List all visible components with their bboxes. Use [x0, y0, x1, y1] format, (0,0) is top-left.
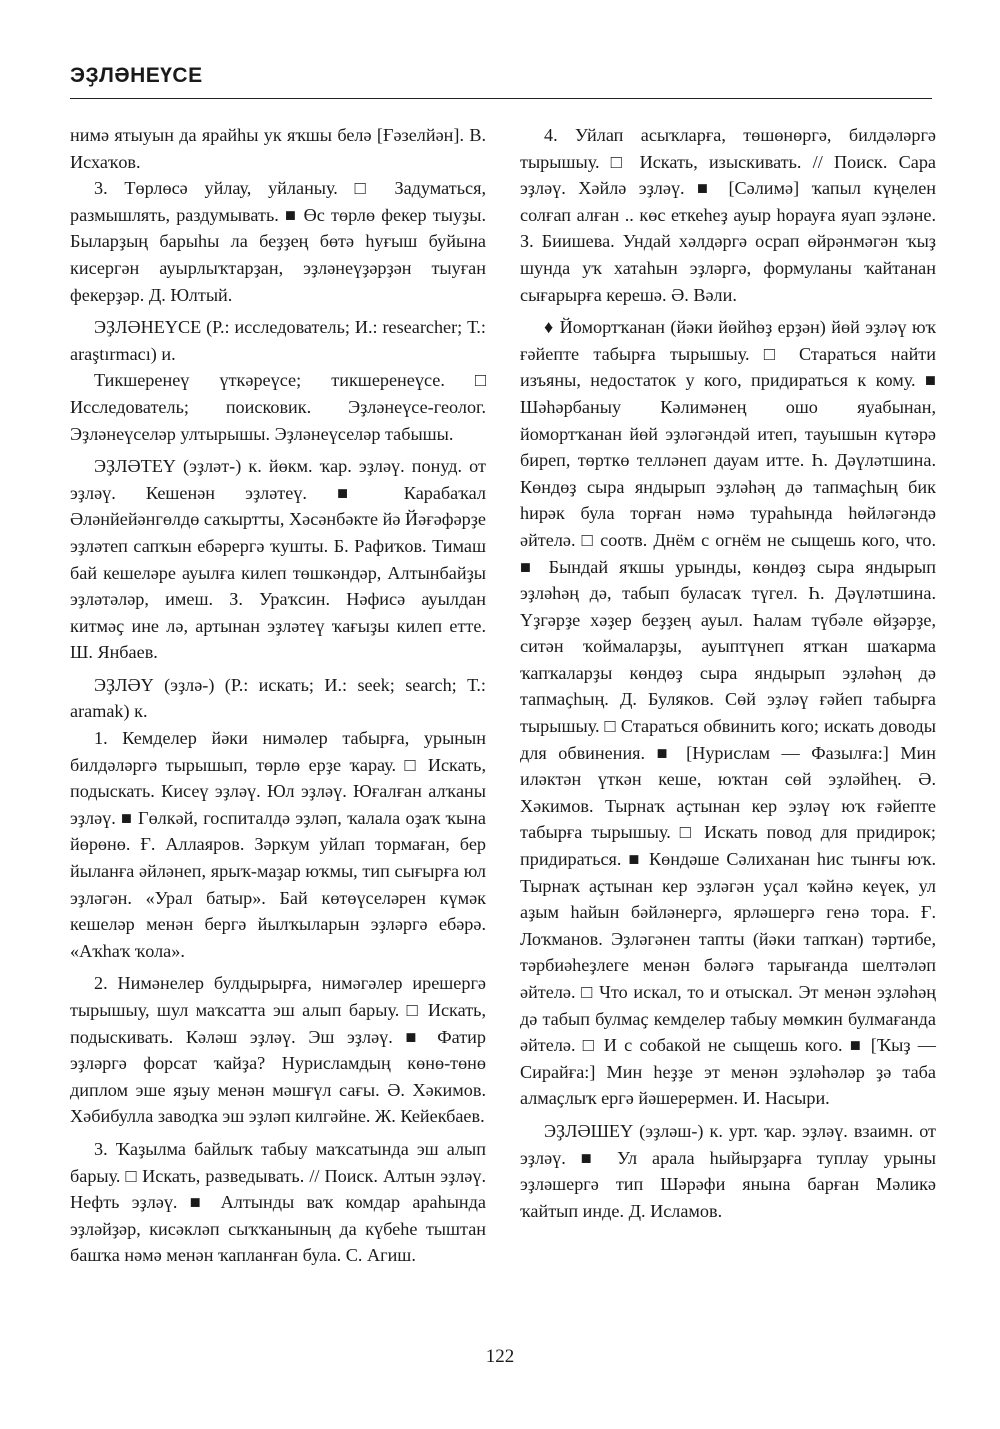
entry-continuation: нимә ятыуын да ярайһы ук яҡшы белә [Ғәзелйән]. В. Исхаҡов.	[70, 125, 486, 172]
page-number: 122	[485, 1346, 515, 1367]
entry-izlau-sense-1: 1. Кемделер йәки нимәлер табырға, урынын билдәләргә тырышып, төрлө ерҙе ҡарау. □ Искать, подыскать. Кисеү эҙләү. Юл эҙләү. Юғалған алҡаны эҙләү. ■ Гөлкәй, госпиталдә эҙләп, ҡалала оҙаҡ ҡына йөрөнө. Ғ. Аллаяров. Зәркум уйлап тормаған, бер йыланға әйләнеп, ярыҡ-маҙар юҡмы, тип сығырға юл эҙләгән. «Урал батыр». Бай көтөүселәрен күмәк кешеләр менән бергә йылҡыларын эҙләргә ебәрә. «Аҡһаҡ ҡола».	[70, 728, 486, 961]
entry-izlaneuse-definition: Тикшеренеү үткәреүсе; тикшеренеүсе. □ Исследователь; поисковик. Эҙләнеүсе-геолог. Эҙләнеүселәр ултырышы. Эҙләнеүселәр табышы.	[70, 370, 486, 444]
left-column	[70, 122, 486, 1269]
entry-izlateu: ЭҘЛӘТЕҮ (эҙләт-) к. йөкм. ҡар. эҙләү. понуд. от эҙләү. Кешенән эҙләтеү. ■ Карабаҡал Әләнйейәнгөлдө саҡыртты, Хәсәнбәкте йә Йәғәфәрҙе эҙләтеп сапҡын ебәрергә ҡушты. Б. Рафиҡов. Тимаш бай кешеләре ауылға килеп төшкәндәр, Алтынбайҙы эҙләтәләр, имеш. З. Ураҡсин. Нәфисә ауылдан китмәҫ ине лә, артынан эҙләтеү ҡағыҙы килеп етте. Ш. Янбаев.	[70, 456, 486, 663]
entry-izlau-sense-4: 4. Уйлап асыҡларға, төшөнөргә, билдәләргә тырышыу. □ Искать, изыскивать. // Поиск. Сара эҙләү. Хәйлә эҙләү. ■ [Сәлимә] ҡапыл күңелен солғап алған .. көс еткеһеҙ ауыр һорауға яуап эҙләне. З. Биишева. Ундай хәлдәргә осрап өйрәнмәгән ҡыҙ шунда уҡ хатаһын эҙләргә, формуланы ҡайтанан сығарырға керешә. Ә. Вәли.	[520, 125, 936, 305]
running-header	[70, 62, 932, 99]
right-column	[520, 122, 936, 1224]
entry-izlau-idioms: ♦ Йомортҡанан (йәки йөйһөҙ ерҙән) йөй эҙләү юҡ ғәйепте табырға тырышыу. □ Стараться найти изъяны, недостаток у кого, придираться к кому. ■ Шәһәрбаныу Кәлимәнең ошо яуабынан, йомортҡанан йөй эҙләгәндәй итеп, тауышын күтәрә биреп, төрткө телләнеп дауам итте. Һ. Дәүләтшина. Көндөҙ сыра яндырып эҙләһәң дә тапмаҫһың бик һирәк була торған нәмә тураһында һөйләгәндә әйтелә. □ соотв. Днём с огнём не сыщешь кого, что. ■ Бындай яҡшы урынды, көндөҙ сыра яндырып эҙләһәң дә, табып буласаҡ түгел. Һ. Дәүләтшина. Үҙгәрҙе хәҙер беҙҙең ауыл. Һалам түбәле өйҙәрҙе, ситән ҡоймаларҙы, ауыптүнеп ятҡан шаҡарма ҡапҡаларҙы көндөҙ сыра яндырып эҙләһәң дә тапмаҫһың. Д. Буляков. Сөй эҙләү ғәйеп табырға тырышыу. □ Стараться обвинить кого; искать доводы для обвинения. ■ [Нурислам — Фазылға:] Мин иләктән үткән кеше, юҡтан сөй эҙләйһең. Ә. Хәкимов. Тырнаҡ аҫтынан кер эҙләү юҡ ғәйепте табырға тырышыу. □ Искать повод для придирок; придираться. ■ Көндәше Сәлиханан һис тынғы юҡ. Тырнаҡ аҫтынан кер эҙләгән уҫал ҡәйнә кеүек, ул аҙым һайын бәйләнергә, ярләшергә генә тора. Ғ. Лоҡманов. Эҙләгәнен тапты (йәки тапҡан) тәртибе, тәрбиәһеҙлеге менән бәләгә тарығанда шелтәләп әйтелә. □ Что искал, то и отыскал. Эт менән эҙләһәң дә табып булмаҫ кемделер табыу мөмкин булмағанда әйтелә. □ И с собакой не сыщешь кого. ■ [Ҡыҙ — Сирайға:] Мин һеҙҙе эт менән эҙләһәләр ҙә таба алмаҫлыҡ ергә йәшерермен. И. Насыри.	[520, 317, 936, 1109]
entry-izlau-sense-3: 3. Ҡаҙылма байлыҡ табыу маҡсатында эш алып барыу. □ Искать, разведывать. // Поиск. Алтын эҙләү. Нефть эҙләү. ■ Алтынды ваҡ комдар араһында эҙләйҙәр, кисәкләп сыҡҡанының да күбеһе тыштан башҡа нәмә менән ҡапланған була. С. Агиш.	[70, 1138, 486, 1266]
sense-3: 3. Төрлөсә уйлау, уйланыу. □ Задуматься, размышлять, раздумывать. ■ Өс төрлө фекер тыуҙы. Быларҙың барыһы ла беҙҙең бөтә һуғыш буйына кисергән ауырлыҡтарҙан, эҙләнеүҙәрҙән тыуған фекерҙәр. Д. Юлтый.	[70, 178, 486, 305]
entry-izlasheu: ЭҘЛӘШЕҮ (эҙләш-) к. урт. ҡар. эҙләү. взаимн. от эҙләү. ■ Ул арала һыйырҙарға туплау урыны эҙләшергә тип Шәрәфи янына барған Мәликә ҡайтып инде. Д. Исламов.	[520, 1120, 936, 1221]
entry-izlau-sense-2: 2. Нимәнелер булдырырға, нимәгәлер ирешергә тырышыу, шул маҡсатта эш алып барыу. □ Искать, подыскивать. Кәләш эҙләү. Эш эҙләү. ■ Фатир эҙләргә форсат ҡайҙа? Нурисламдың көнө-төнө диплом эше яҙыу менән мәшғүл сағы. Ә. Хәкимов. Хәбибулла заводҡа эш эҙләп килгәйне. Ж. Кейекбаев.	[70, 973, 486, 1127]
entry-izlau: ЭҘЛӘҮ (эҙлә-) (Р.: искать; И.: seek; search; Т.: aramak) к.	[70, 674, 486, 722]
header-title: ЭҘЛӘНЕҮСЕ	[70, 64, 203, 87]
entry-izlaneuse: ЭҘЛӘНЕҮСЕ (Р.: исследователь; И.: researcher; Т.: araştırmacı) и.	[70, 317, 486, 364]
